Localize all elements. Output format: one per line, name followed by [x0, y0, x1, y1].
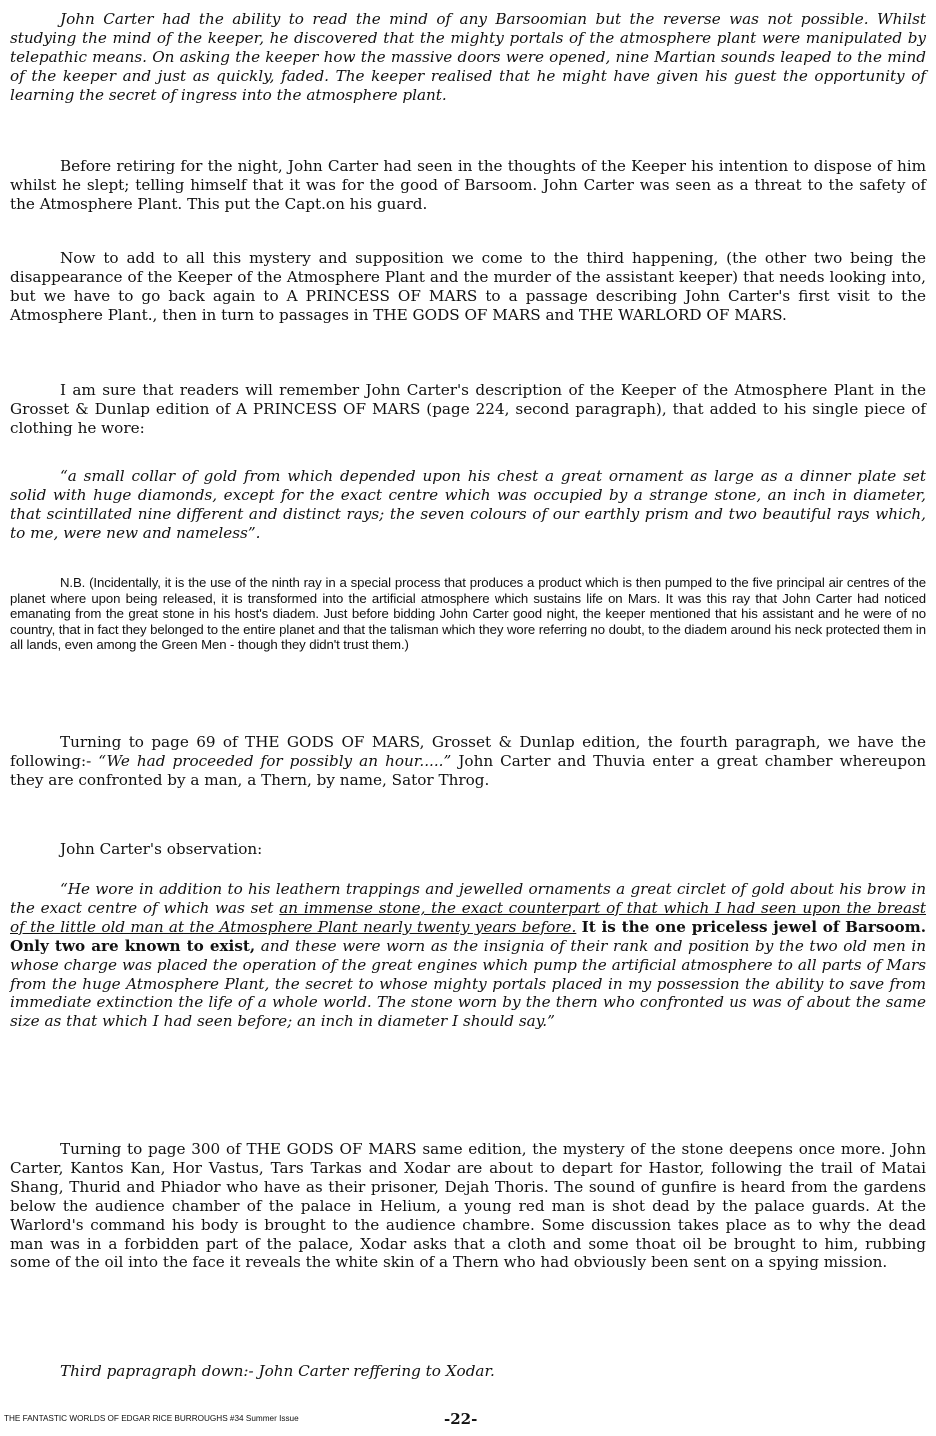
paragraph-third-paragraph-down: Third papragraph down:- John Carter reffering to Xodar.	[60, 1362, 495, 1380]
text-segment: and these were worn as the insignia of their rank and position by the two old men in whose charge was placed the operation of the great engines which pump the artificial atmosphere to all parts of Mars from the huge Atmosphere Plant, the secret to whose mighty portals placed in my possession the ability to save from immediate extinction the life of a whole world. The stone worn by the thern who confronted us was of about the same size as that which I had seen before; an inch in diameter I should say.”	[10, 936, 926, 1031]
paragraph-mind-reading: John Carter had the ability to read the mind of any Barsoomian but the reverse was not possible. Whilst studying the mind of the keeper, he discovered that the mighty portals of the atmosphere plant were manipulated by telepathic means. On asking the keeper how the massive doors were opened, nine Martian sounds leaped to the mind of the keeper and just as quickly, faded. The keeper realised that he might have given his guest the opportunity of learning the secret of ingress into the atmosphere plant.	[10, 10, 926, 104]
note-incidentally: N.B. (Incidentally, it is the use of the ninth ray in a special process that produces a product which is then pumped to the five principal air centres of the planet where upon being released, it is transformed into the artificial atmosphere which sustains life on Mars. It was this ray that John Carter had noticed emanating from the great stone in his host's diadem. Just before bidding John Carter good night, the keeper mentioned that his assistant and he were of no country, that in fact they belonged to the entire planet and that the talisman which they wore referring no doubt, to the diadem around his neck protected them in all lands, even among the Green Men - though they didn't trust them.)	[10, 575, 926, 653]
text-segment: Turning to page 69 of THE GODS OF MARS, Grosset & Dunlap edition, the fourth paragraph, we have the following:-	[10, 733, 926, 770]
bold-passage: It is the one priceless jewel of Barsoom. Only two are known to exist,	[10, 917, 927, 955]
quote-sator-throg	[10, 880, 926, 1031]
text-segment: John Carter and Thuvia enter a great chamber whereupon they are confronted by a man, a Thern, by name, Sator Throg.	[10, 751, 927, 789]
inline-quote: “We had proceeded for possibly an hour.....”	[98, 751, 452, 770]
text-segment: “He wore in addition to his leathern trappings and jewelled ornaments a great circlet of gold about his brow in the exact centre of which was set	[10, 880, 926, 917]
paragraph-gods-of-mars-page-69	[10, 733, 926, 790]
paragraph-gods-of-mars-page-300: Turning to page 300 of THE GODS OF MARS same edition, the mystery of the stone deepens once more. John Carter, Kantos Kan, Hor Vastus, Tars Tarkas and Xodar are about to depart for Hastor, following the trail of Matai Shang, Thurid and Phiador who have as their prisoner, Dejah Thoris. The sound of gunfire is heard from the gardens below the audience chamber of the palace in Helium, a young red man is shot dead by the palace guards. At the Warlord's command his body is brought to the audience chambre. Some discussion takes place as to why the dead man was in a forbidden part of the palace, Xodar asks that a cloth and some thoat oil be brought to him, rubbing some of the oil into the face it reveals the white skin of a Thern who had obviously been sent on a spying mission.	[10, 1140, 926, 1272]
paragraph-before-retiring: Before retiring for the night, John Carter had seen in the thoughts of the Keeper his intention to dispose of him whilst he slept; telling himself that it was for the good of Barsoom. John Carter was seen as a threat to the safety of the Atmosphere Plant. This put the Capt.on his guard.	[10, 157, 926, 213]
page-number: -22-	[444, 1410, 478, 1428]
paragraph-third-happening: Now to add to all this mystery and supposition we come to the third happening, (the other two being the disappearance of the Keeper of the Atmosphere Plant and the murder of the assistant keeper) that needs looking into, but we have to go back again to A PRINCESS OF MARS to a passage describing John Carter's first visit to the Atmosphere Plant., then in turn to passages in THE GODS OF MARS and THE WARLORD OF MARS.	[10, 249, 926, 324]
quote-princess-of-mars: “a small collar of gold from which depended upon his chest a great ornament as large as a dinner plate set solid with huge diamonds, except for the exact centre which was occupied by a strange stone, an inch in diameter, that scintillated nine different and distinct rays; the seven colours of our earthly prism and two beautiful rays which, to me, were new and nameless”.	[10, 467, 926, 542]
footer-publication: THE FANTASTIC WORLDS OF EDGAR RICE BURROUGHS #34 Summer Issue	[4, 1414, 299, 1423]
underlined-passage: an immense stone, the exact counterpart of that which I had seen upon the breast of the little old man at the Atmosphere Plant nearly twenty years before.	[10, 898, 926, 936]
paragraph-keeper-description: I am sure that readers will remember John Carter's description of the Keeper of the Atmosphere Plant in the Grosset & Dunlap edition of A PRINCESS OF MARS (page 224, second paragraph), that added to his single piece of clothing he wore:	[10, 381, 926, 437]
paragraph-observation-heading: John Carter's observation:	[60, 840, 263, 858]
